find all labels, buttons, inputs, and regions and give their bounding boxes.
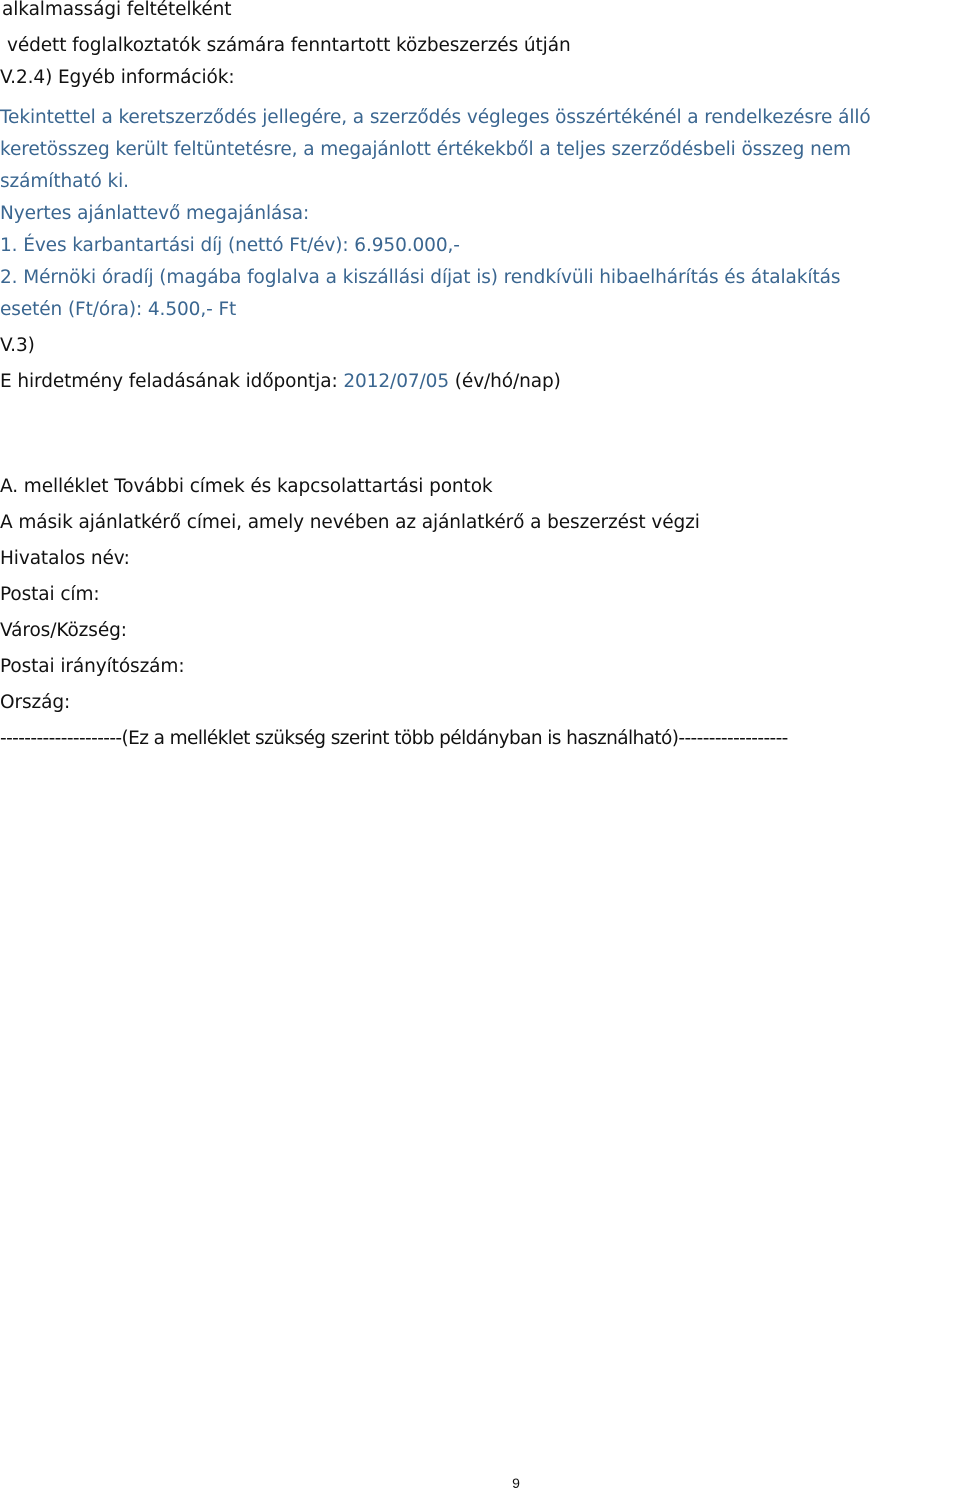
postal-code-label: Postai irányítószám: [0, 656, 185, 677]
annex-usage-note: --------------------(Ez a melléklet szükség szerint több példányban is használható)------------------ [0, 728, 788, 749]
info-paragraph-line-2: keretösszeg került feltüntetésre, a megajánlott értékekből a teljes szerződésbeli összeg nem [0, 139, 851, 160]
top-line-1: alkalmassági feltételként [2, 0, 232, 20]
annex-a-subtitle: A másik ajánlatkérő címei, amely nevében az ajánlatkérő a beszerzést végzi [0, 512, 700, 533]
winner-offer-heading: Nyertes ajánlattevő megajánlása: [0, 203, 310, 224]
annex-a-title: A. melléklet További címek és kapcsolattartási pontok [0, 476, 493, 497]
winner-offer-item-2-line-2: esetén (Ft/óra): 4.500,- Ft [0, 299, 237, 320]
official-name-label: Hivatalos név: [0, 548, 130, 569]
section-v24-heading: V.2.4) Egyéb információk: [0, 67, 235, 88]
notice-date-value: 2012/07/05 [343, 371, 450, 392]
info-paragraph-line-3: számítható ki. [0, 171, 129, 192]
info-paragraph-line-1: Tekintettel a keretszerződés jellegére, a szerződés végleges összértékénél a rendelkezésre álló [0, 107, 871, 128]
notice-date-label: E hirdetmény feladásának időpontja: [0, 371, 344, 392]
top-line-2: védett foglalkoztatók számára fenntartott közbeszerzés útján [7, 35, 571, 56]
postal-address-label: Postai cím: [0, 584, 100, 605]
section-v3-heading: V.3) [0, 335, 35, 356]
notice-date-format: (év/hó/nap) [449, 371, 561, 392]
city-label: Város/Község: [0, 620, 127, 641]
country-label: Ország: [0, 692, 71, 713]
winner-offer-item-2-line-1: 2. Mérnöki óradíj (magába foglalva a kiszállási díjat is) rendkívüli hibaelhárítás és átalakítás [0, 267, 841, 288]
notice-date-line [0, 370, 561, 394]
page-number: 9 [512, 1475, 520, 1491]
winner-offer-item-1: 1. Éves karbantartási díj (nettó Ft/év): 6.950.000,- [0, 235, 460, 256]
